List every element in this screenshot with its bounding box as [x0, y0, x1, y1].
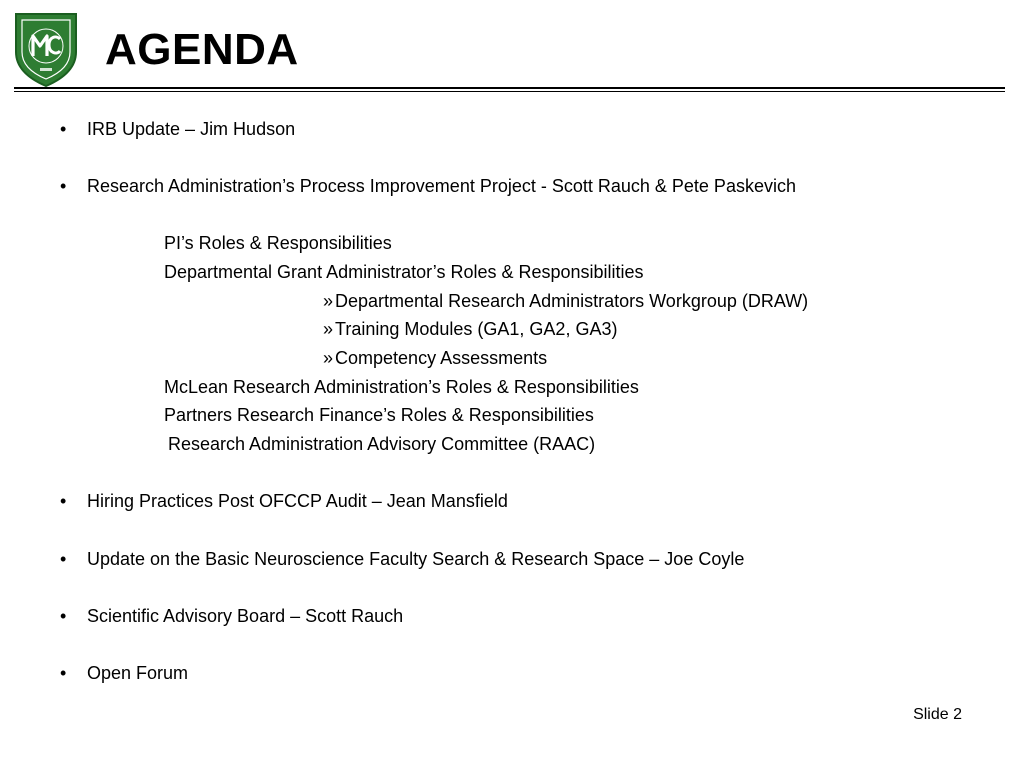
slide-title: AGENDA: [105, 25, 299, 74]
header-divider-thick: [14, 87, 1005, 89]
agenda-subitem: Research Administration Advisory Committee (RAAC): [168, 434, 596, 454]
agenda-item-text: Open Forum: [87, 663, 189, 683]
logo-lettering: [78, 12, 79, 13]
bullet-icon: •: [60, 549, 67, 569]
agenda-subitem: McLean Research Administration’s Roles & Responsibilities: [164, 377, 639, 397]
agenda-item-text: Hiring Practices Post OFCCP Audit – Jean Mansfield: [87, 491, 508, 511]
bullet-icon: •: [60, 176, 67, 196]
agenda-subitem: PI’s Roles & Responsibilities: [164, 233, 392, 253]
bullet-icon: •: [60, 606, 67, 626]
agenda-item-text: Research Administration’s Process Improvement Project - Scott Rauch & Pete Paskevich: [87, 176, 796, 196]
agenda-subsubitem: [323, 290, 808, 312]
agenda-item-text: Update on the Basic Neuroscience Faculty Search & Research Space – Joe Coyle: [87, 549, 745, 569]
agenda-subitem: Partners Research Finance’s Roles & Responsibilities: [164, 405, 594, 425]
agenda-subsubitem: [323, 318, 617, 340]
shield-logo-icon: [14, 12, 78, 88]
bullet-icon: •: [60, 119, 67, 139]
chevron-right-icon: »: [323, 348, 334, 368]
mclean-hospital-logo: [14, 12, 78, 88]
agenda-subsubitem-text: Training Modules (GA1, GA2, GA3): [335, 319, 618, 339]
bullet-icon: •: [60, 491, 67, 511]
agenda-item-text: IRB Update – Jim Hudson: [87, 119, 296, 139]
agenda-subsubitem: [323, 347, 547, 369]
agenda-subsubitem-text: Competency Assessments: [335, 348, 548, 368]
bullet-icon: •: [60, 663, 67, 683]
slide-number: Slide 2: [913, 706, 962, 723]
chevron-right-icon: »: [323, 319, 334, 339]
chevron-right-icon: »: [323, 291, 334, 311]
agenda-subitem: Departmental Grant Administrator’s Roles & Responsibilities: [164, 262, 644, 282]
agenda-item-text: Scientific Advisory Board – Scott Rauch: [87, 606, 404, 626]
agenda-subsubitem-text: Departmental Research Administrators Workgroup (DRAW): [335, 291, 809, 311]
header-divider-thin: [14, 91, 1005, 92]
